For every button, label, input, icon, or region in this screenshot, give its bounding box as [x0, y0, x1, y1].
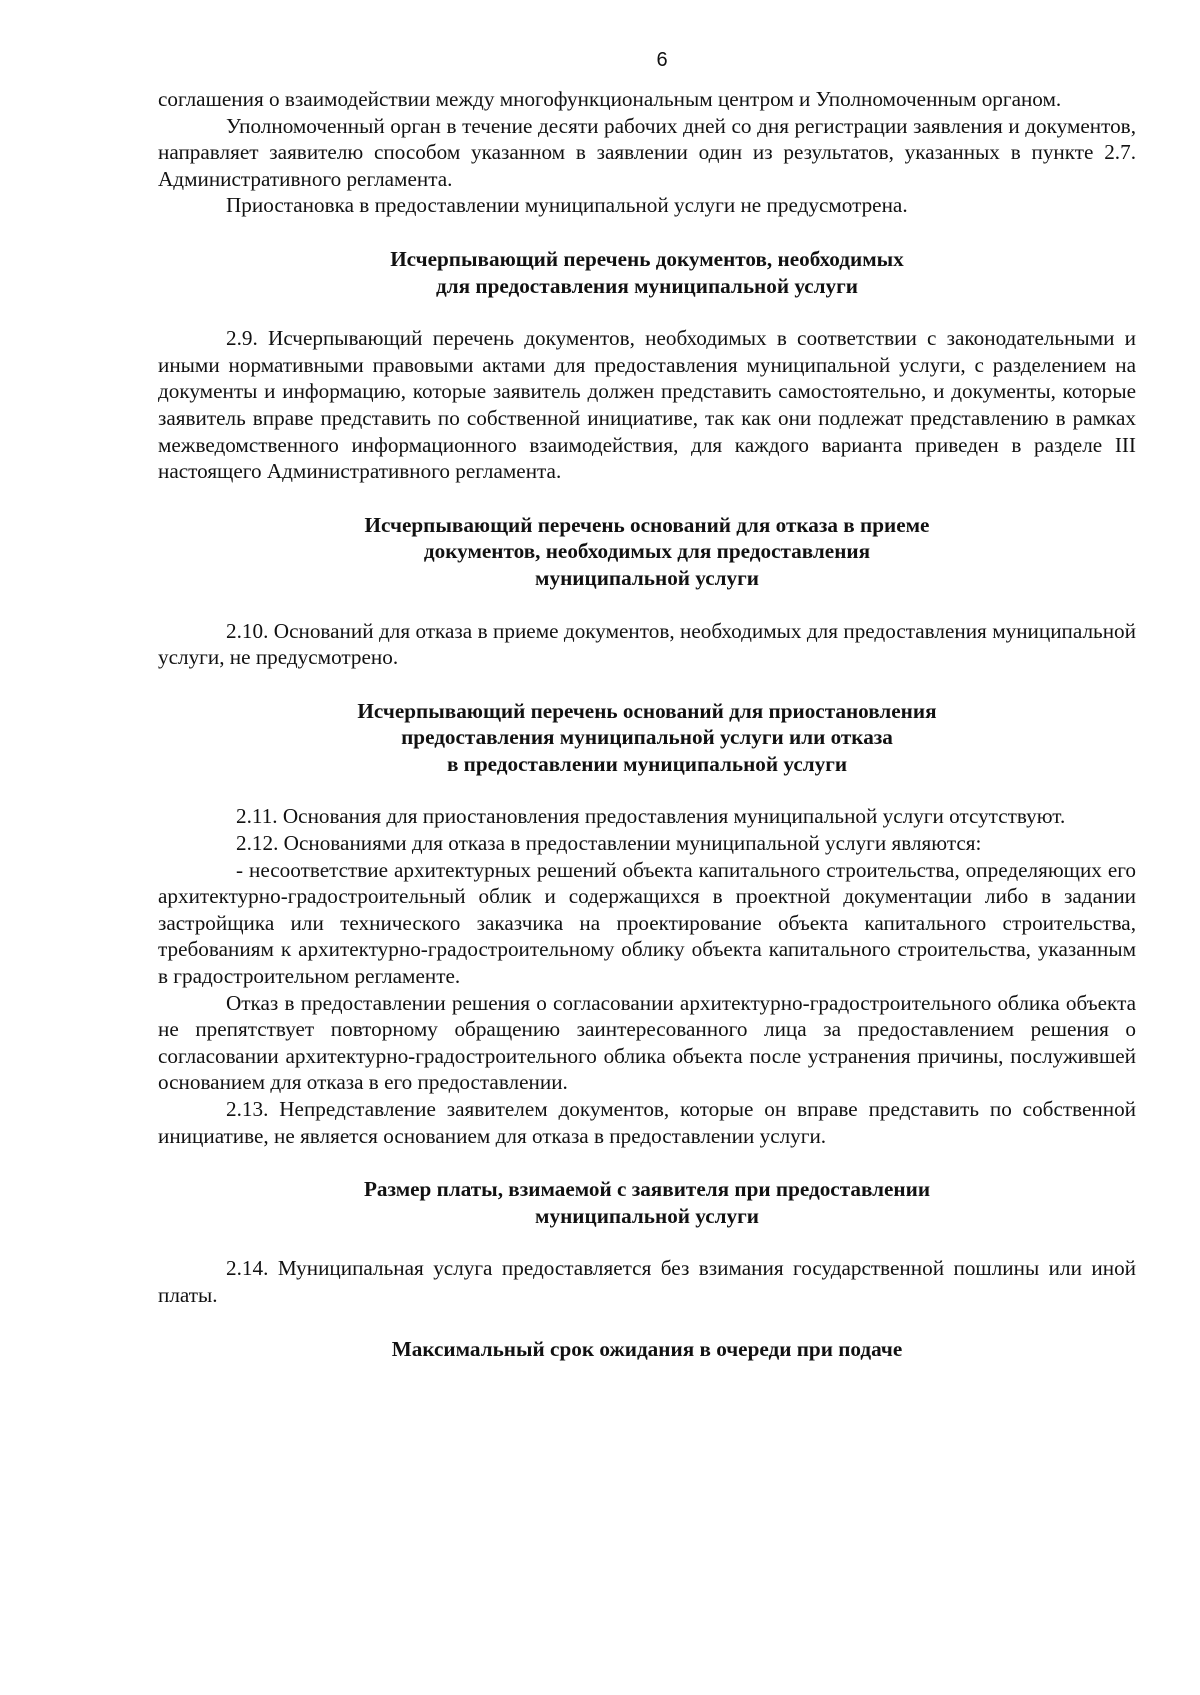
section-paragraph: - несоответствие архитектурных решений объекта капитального строительства, определяющих его архитектурно-градостроительный облик и содержащихся в проектной документации либо в задании застройщика или технического заказчика на проектирование объекта капитального строительства, требованиям к архитектурно-градостроительному облику объекта капитального строительства, указанным в градостроительном регламенте. — [158, 857, 1136, 989]
section-paragraph: 2.12. Основаниями для отказа в предоставлении муниципальной услуги являются: — [236, 831, 982, 856]
section-heading-line: муниципальной услуги — [535, 1203, 759, 1228]
section-heading-line: Исчерпывающий перечень оснований для приостановления — [357, 698, 937, 723]
section-heading-line: документов, необходимых для предоставления — [423, 539, 871, 564]
page-number: 6 — [656, 49, 668, 71]
section-heading — [158, 1176, 1136, 1229]
section-heading-line: предоставления муниципальной услуги или отказа — [401, 725, 893, 750]
section-paragraph: 2.10. Оснований для отказа в приеме документов, необходимых для предоставления муниципальной услуги, не предусмотрено. — [158, 618, 1136, 670]
section-heading — [158, 1336, 1136, 1363]
section-paragraph: 2.14. Муниципальная услуга предоставляется без взимания государственной пошлины или иной платы. — [158, 1256, 1136, 1307]
section-heading-line: в предоставлении муниципальной услуги — [446, 751, 848, 776]
section-paragraph: Отказ в предоставлении решения о согласовании архитектурно-градостроительного облика объекта не препятствует повторному обращению заинтересованного лица за предоставлением решения о согласовании архитектурно-градостроительного облика объекта после устранения причины, послужившей основанием для отказа в его предоставлении. — [158, 990, 1136, 1095]
section-heading-line: для предоставления муниципальной услуги — [436, 273, 858, 298]
section-heading — [158, 512, 1136, 592]
section-heading-line: Исчерпывающий перечень документов, необходимых — [390, 246, 904, 271]
section-paragraph: 2.9. Исчерпывающий перечень документов, необходимых в соответствии с законодательными и иными нормативными правовыми актами для предоставления муниципальной услуги, с разделением на документы и информацию, которые заявитель должен представить самостоятельно, и документы, которые заявитель вправе представить по собственной инициативе, так как они подлежат представлению в рамках межведомственного информационного взаимодействия, для каждого варианта приведен в разделе III настоящего Административного регламента. — [158, 326, 1136, 484]
section-paragraph: 2.11. Основания для приостановления предоставления муниципальной услуги отсутствуют. — [236, 804, 1066, 829]
section-heading — [158, 698, 1136, 778]
section-heading-line: Максимальный срок ожидания в очереди при подаче — [391, 1336, 903, 1361]
section-paragraph: 2.13. Непредставление заявителем документов, которые он вправе представить по собственной инициативе, не является основанием для отказа в предоставлении услуги. — [158, 1097, 1136, 1148]
intro-paragraph: Приостановка в предоставлении муниципальной услуги не предусмотрена. — [226, 193, 908, 218]
intro-paragraph: соглашения о взаимодействии между многофункциональным центром и Уполномоченным органом. — [158, 87, 1062, 111]
section-heading-line: муниципальной услуги — [535, 565, 759, 590]
document-page — [158, 48, 1136, 1388]
intro-paragraph: Уполномоченный орган в течение десяти рабочих дней со дня регистрации заявления и документов, направляет заявителю способом указанном в заявлении один из результатов, указанных в пункте 2.7. Административного регламента. — [158, 113, 1136, 191]
section-heading — [158, 246, 1136, 299]
section-heading-line: Исчерпывающий перечень оснований для отказа в приеме — [364, 512, 930, 537]
section-heading-line: Размер платы, взимаемой с заявителя при предоставлении — [363, 1177, 931, 1202]
